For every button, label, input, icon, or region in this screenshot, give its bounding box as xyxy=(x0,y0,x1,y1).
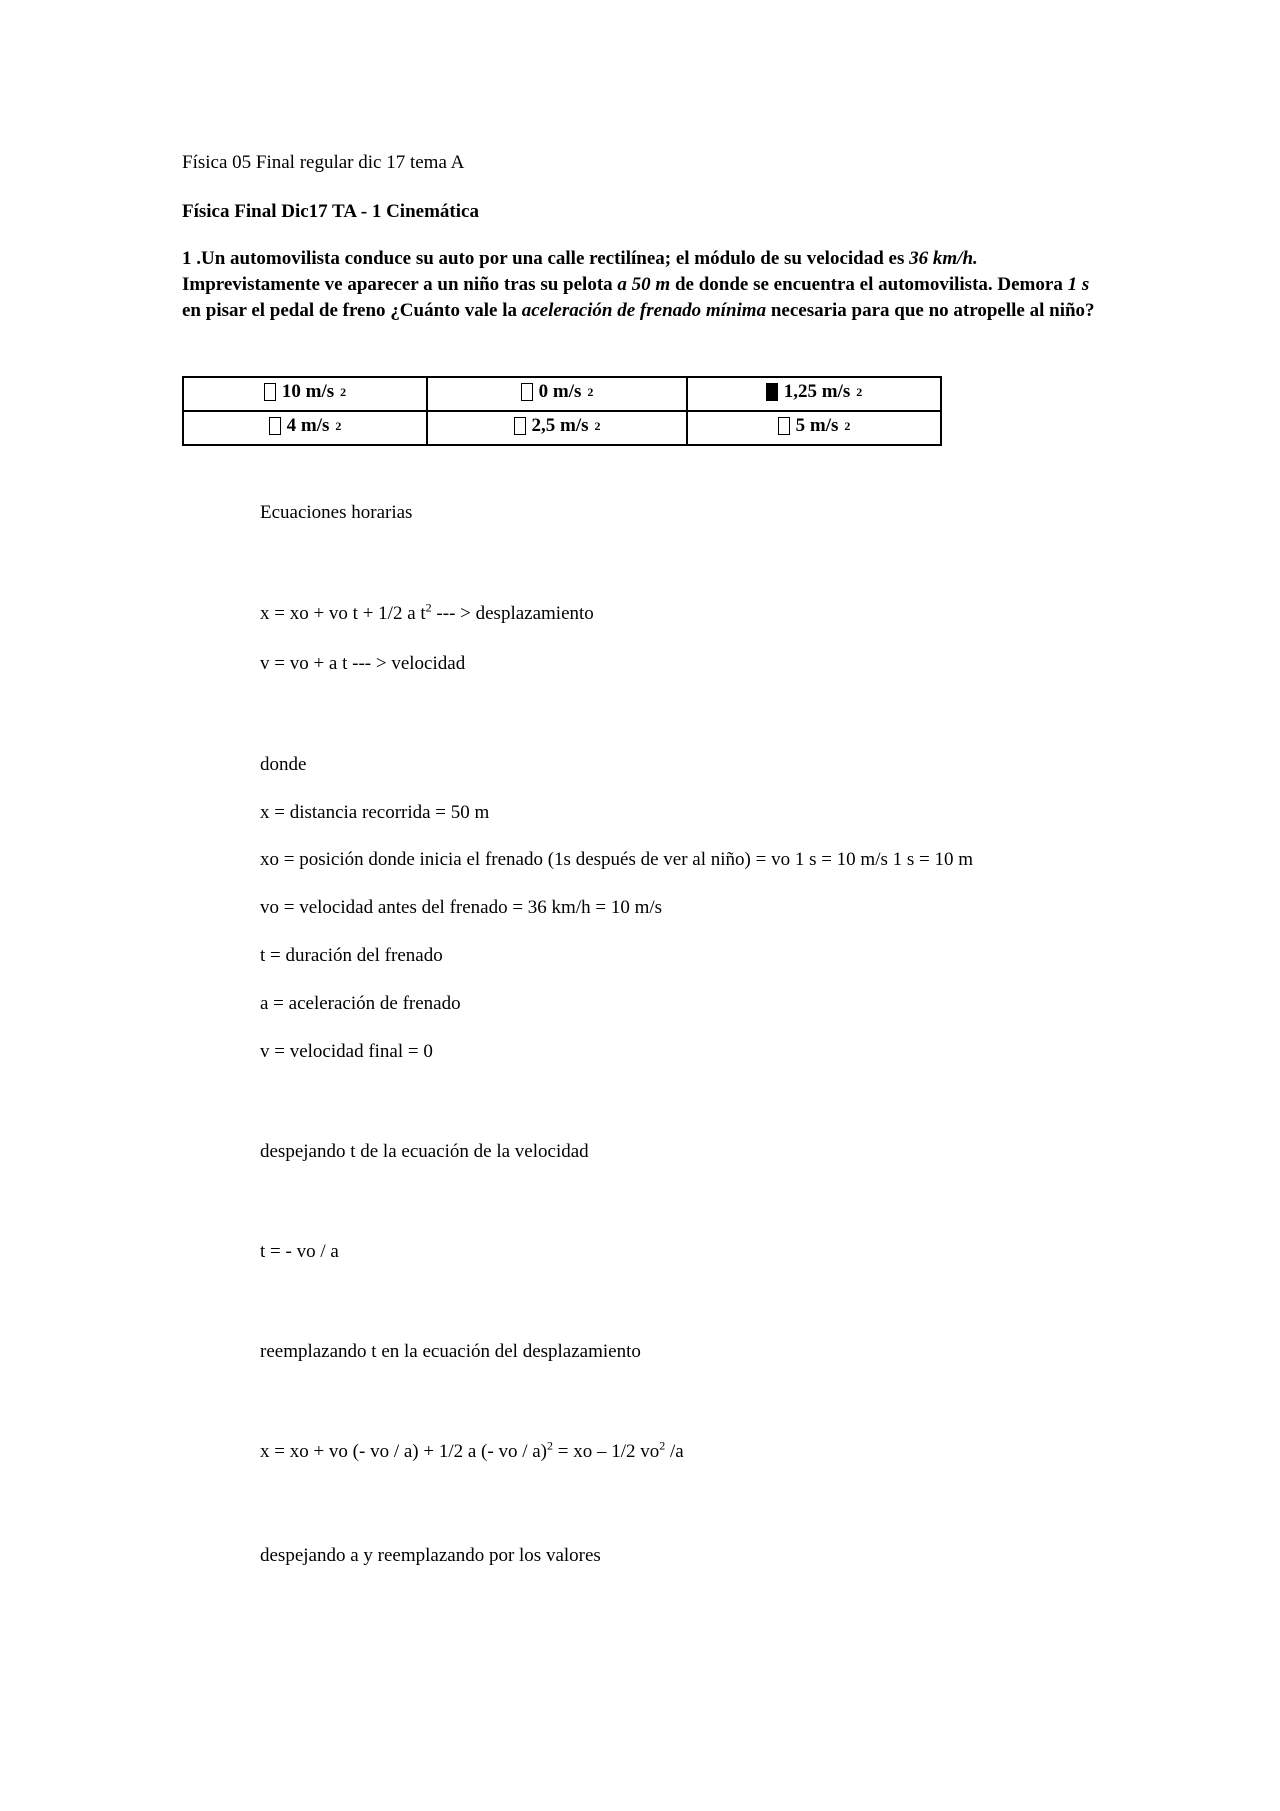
heading-ecuaciones: Ecuaciones horarias xyxy=(260,502,413,523)
definition-v: v = velocidad final = 0 xyxy=(260,1041,433,1062)
answer-option[interactable]: 0 m/s 2 xyxy=(427,377,687,411)
radio-icon[interactable] xyxy=(521,383,533,401)
problem-distance: a 50 m xyxy=(617,274,671,295)
radio-icon[interactable] xyxy=(778,417,790,435)
answer-option[interactable]: 2,5 m/s 2 xyxy=(427,411,687,445)
answer-options-table xyxy=(182,376,942,446)
problem-text: 1 .Un automovilista conduce su auto por una calle rectilínea; el módulo de su velocidad es xyxy=(182,248,910,269)
problem-quantity: aceleración de frenado mínima xyxy=(521,300,767,321)
step-solve-t: despejando t de la ecuación de la velocidad xyxy=(260,1141,589,1162)
equation-text: --- > desplazamiento xyxy=(431,603,594,624)
equation-velocity: v = vo + a t --- > velocidad xyxy=(260,653,466,674)
option-label: 5 m/s xyxy=(795,415,839,436)
section-title: Física Final Dic17 TA - 1 Cinemática xyxy=(182,201,479,222)
answer-option[interactable]: 10 m/s 2 xyxy=(183,377,427,411)
problem-text: en pisar el pedal de freno ¿Cuánto vale la xyxy=(182,300,522,321)
problem-delay: 1 s xyxy=(1067,274,1090,295)
option-label: 1,25 m/s xyxy=(783,381,851,402)
equation-text: x = xo + vo t + 1/2 a t xyxy=(260,603,426,624)
option-label: 2,5 m/s xyxy=(531,415,589,436)
step-solve-a: despejando a y reemplazando por los valores xyxy=(260,1545,601,1566)
option-label: 10 m/s xyxy=(281,381,335,402)
exponent: 2 xyxy=(659,1438,666,1453)
equation-text: /a xyxy=(665,1441,684,1462)
text-donde: donde xyxy=(260,754,307,775)
definition-x: x = distancia recorrida = 50 m xyxy=(260,802,490,823)
definition-vo: vo = velocidad antes del frenado = 36 km/h = 10 m/s xyxy=(260,897,663,918)
radio-icon[interactable] xyxy=(269,417,281,435)
answer-option[interactable]: 1,25 m/s 2 xyxy=(687,377,941,411)
equation-displacement xyxy=(260,602,594,626)
definition-t: t = duración del frenado xyxy=(260,945,443,966)
problem-text: Imprevistamente ve aparecer a un niño tras su pelota xyxy=(182,274,618,295)
radio-icon[interactable] xyxy=(514,417,526,435)
exponent: 2 xyxy=(547,1438,553,1453)
radio-icon[interactable] xyxy=(264,383,276,401)
equation-substituted xyxy=(260,1440,684,1464)
definition-a: a = aceleración de frenado xyxy=(260,993,461,1014)
definition-xo: xo = posición donde inicia el frenado (1s después de ver al niño) = vo 1 s = 10 m/s 1 s = 10 m xyxy=(260,849,974,870)
step-substitute: reemplazando t en la ecuación del desplazamiento xyxy=(260,1341,641,1362)
problem-text: necesaria para que no atropelle al niño? xyxy=(766,300,1095,321)
equation-text: x = xo + vo (- vo / a) + 1/2 a (- vo / a) xyxy=(260,1441,547,1462)
option-label: 0 m/s xyxy=(538,381,582,402)
equation-t: t = - vo / a xyxy=(260,1241,339,1262)
exponent: 2 xyxy=(425,600,432,615)
answer-option[interactable]: 5 m/s 2 xyxy=(687,411,941,445)
answer-option[interactable]: 4 m/s 2 xyxy=(183,411,427,445)
equation-text: = xo – 1/2 vo xyxy=(553,1441,660,1462)
option-label: 4 m/s xyxy=(286,415,330,436)
problem-statement xyxy=(182,246,1102,324)
radio-selected-icon[interactable] xyxy=(766,383,778,401)
problem-speed: 36 km/h. xyxy=(909,248,978,269)
document-header: Física 05 Final regular dic 17 tema A xyxy=(182,152,465,173)
problem-text: de donde se encuentra el automovilista. Demora xyxy=(670,274,1068,295)
